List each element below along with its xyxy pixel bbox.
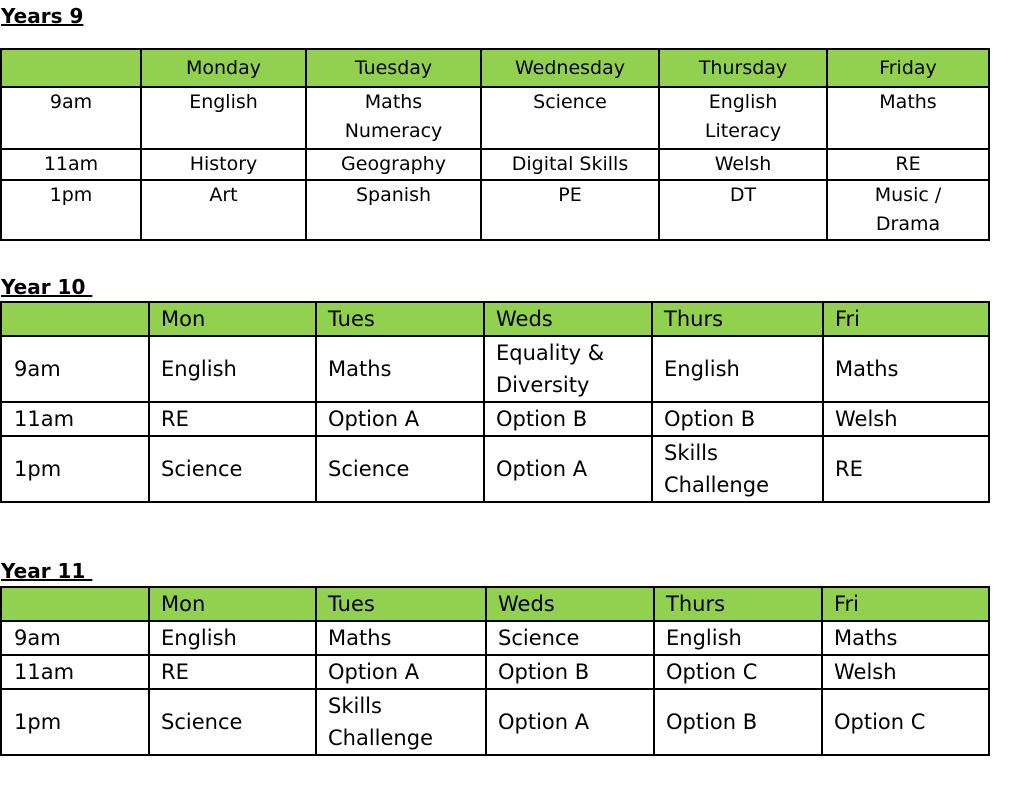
lesson-cell: DT: [659, 180, 827, 240]
lesson-cell: Welsh: [823, 402, 989, 436]
corner-cell: [1, 49, 141, 87]
lesson-text: Skills Challenge: [328, 694, 433, 750]
corner-cell: [1, 587, 149, 621]
lesson-cell: Option C: [822, 689, 989, 755]
day-header: Monday: [141, 49, 306, 87]
lesson-cell: [316, 689, 486, 755]
lesson-cell: Option B: [486, 655, 654, 689]
lesson-cell: Science: [149, 436, 316, 502]
lesson-cell: Geography: [306, 149, 481, 180]
day-header: Tues: [316, 302, 484, 336]
lesson-cell: English: [652, 336, 823, 402]
lesson-cell: Welsh: [659, 149, 827, 180]
lesson-cell: Maths: [827, 87, 989, 149]
lesson-text: Skills Challenge: [664, 441, 769, 497]
lesson-cell: Maths: [823, 336, 989, 402]
day-header: Friday: [827, 49, 989, 87]
lesson-cell: [652, 436, 823, 502]
day-header: Mon: [149, 302, 316, 336]
year11-heading: Year 11: [1, 559, 93, 583]
day-header: Mon: [149, 587, 316, 621]
lesson-cell: Art: [141, 180, 306, 240]
day-header: Fri: [822, 587, 989, 621]
year9-heading: Years 9: [1, 4, 84, 28]
lesson-cell: English: [149, 336, 316, 402]
day-header: Weds: [486, 587, 654, 621]
year10-heading: Year 10: [1, 275, 93, 299]
lesson-cell: RE: [823, 436, 989, 502]
time-cell: 11am: [1, 402, 149, 436]
lesson-cell: Digital Skills: [481, 149, 659, 180]
corner-cell: [1, 302, 149, 336]
lesson-cell: PE: [481, 180, 659, 240]
lesson-cell: RE: [149, 402, 316, 436]
table-row: [1, 336, 989, 402]
day-header: Thurs: [652, 302, 823, 336]
time-cell: 1pm: [1, 180, 141, 240]
table-row: [1, 689, 989, 755]
lesson-cell: Maths: [316, 336, 484, 402]
day-header: Tuesday: [306, 49, 481, 87]
header-row: [1, 587, 989, 621]
lesson-cell: [484, 336, 652, 402]
lesson-cell: Welsh: [822, 655, 989, 689]
lesson-cell: English: [141, 87, 306, 149]
table-row: [1, 87, 989, 149]
day-header: Tues: [316, 587, 486, 621]
lesson-text: Equality & Diversity: [496, 341, 605, 397]
year9-timetable: [0, 48, 990, 241]
lesson-cell: Maths: [822, 621, 989, 655]
lesson-cell: History: [141, 149, 306, 180]
table-row: [1, 402, 989, 436]
year10-timetable: [0, 301, 990, 503]
day-header: Weds: [484, 302, 652, 336]
time-cell: 11am: [1, 149, 141, 180]
lesson-cell: English: [654, 621, 822, 655]
lesson-cell: Option B: [652, 402, 823, 436]
table-row: [1, 149, 989, 180]
lesson-cell: English: [149, 621, 316, 655]
lesson-cell: Science: [486, 621, 654, 655]
lesson-cell: Music / Drama: [827, 180, 989, 240]
lesson-cell: Option A: [484, 436, 652, 502]
day-header: Fri: [823, 302, 989, 336]
lesson-cell: Option A: [316, 655, 486, 689]
lesson-cell: Option B: [484, 402, 652, 436]
day-header: Thurs: [654, 587, 822, 621]
lesson-cell: Maths Numeracy: [306, 87, 481, 149]
lesson-cell: Option A: [316, 402, 484, 436]
lesson-cell: Spanish: [306, 180, 481, 240]
lesson-cell: Option A: [486, 689, 654, 755]
lesson-cell: Science: [149, 689, 316, 755]
lesson-cell: Science: [316, 436, 484, 502]
lesson-cell: RE: [827, 149, 989, 180]
year11-timetable: [0, 586, 990, 756]
time-cell: 1pm: [1, 436, 149, 502]
time-cell: 9am: [1, 336, 149, 402]
lesson-cell: Option B: [654, 689, 822, 755]
lesson-cell: RE: [149, 655, 316, 689]
lesson-cell: English Literacy: [659, 87, 827, 149]
lesson-cell: Maths: [316, 621, 486, 655]
time-cell: 1pm: [1, 689, 149, 755]
time-cell: 9am: [1, 621, 149, 655]
lesson-cell: Option C: [654, 655, 822, 689]
table-row: [1, 436, 989, 502]
day-header: Thursday: [659, 49, 827, 87]
header-row: [1, 302, 989, 336]
time-cell: 9am: [1, 87, 141, 149]
time-cell: 11am: [1, 655, 149, 689]
table-row: [1, 655, 989, 689]
day-header: Wednesday: [481, 49, 659, 87]
table-row: [1, 621, 989, 655]
lesson-cell: Science: [481, 87, 659, 149]
table-row: [1, 180, 989, 240]
header-row: [1, 49, 989, 87]
